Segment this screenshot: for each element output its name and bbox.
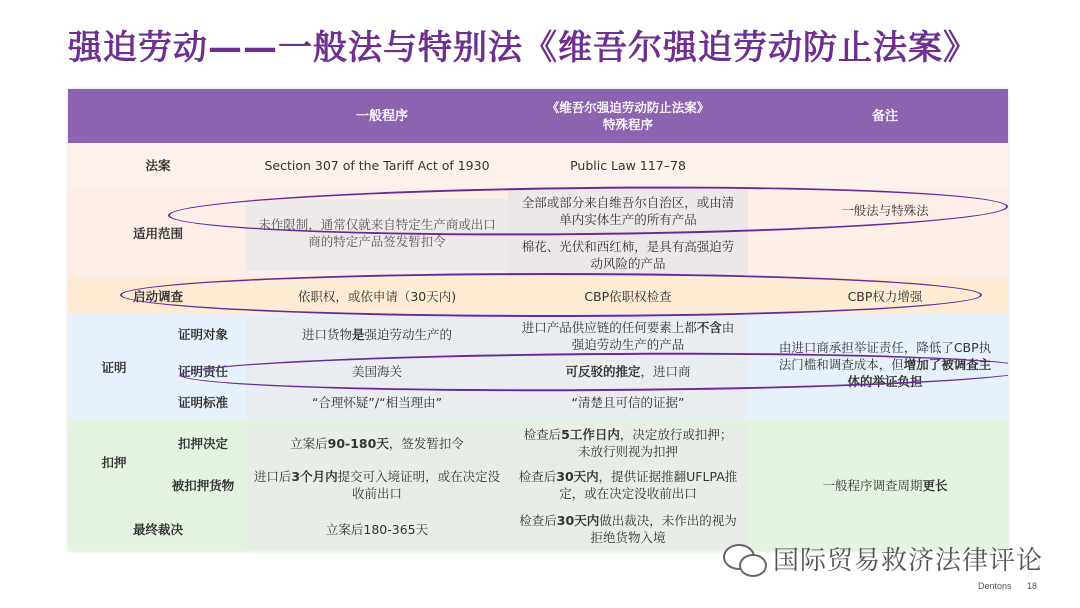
brand-name: 国际贸易救济法律评论 (773, 546, 1044, 576)
detention-decision-special-post: ，决定放行或扣押；未放行则视为扣押 (577, 427, 733, 459)
detention-decision-special-pre: 检查后 (523, 427, 562, 442)
detention-decision-general-post: ，签发暂扣令 (388, 435, 464, 451)
act-special: Public Law 117–78 (570, 158, 686, 173)
scope-general: 未作限制，通常仅就来自特定生产商或出口商的特定产品签发暂扣令 (258, 217, 496, 249)
final-general: 立案后180-365天 (325, 521, 429, 537)
proof-object-general-post: 强迫劳动生产的 (364, 326, 453, 342)
investigation-notes: CBP权力增强 (847, 288, 923, 304)
group-label-detention: 扣押 (101, 454, 127, 470)
final-special-pre: 检查后 (519, 513, 557, 528)
detention-notes-pre: 一般程序调查周期 (822, 477, 923, 493)
proof-notes-bold: 增加了被调查主体的举证负担 (847, 356, 992, 389)
proof-object-special-pre: 进口产品供应链的任何要素上都 (521, 320, 697, 335)
proof-burden-special (508, 355, 748, 387)
proof-burden-special-bold: 可反驳的推定 (565, 363, 641, 379)
row-label-act: 法案 (145, 158, 171, 173)
detention-decision-general (246, 423, 508, 463)
scope-special-2: 棉花、光伏和西红柿，是具有高强迫劳动风险的产品 (521, 239, 735, 271)
wechat-brand (723, 540, 1043, 577)
row-label-final: 最终裁决 (132, 521, 183, 537)
wechat-icon (723, 542, 767, 576)
proof-standard-general: “合理怀疑”/“相当理由” (311, 394, 443, 410)
detention-goods-special-bold: 30天内 (556, 469, 599, 484)
proof-object-special-post: 由强迫劳动生产的产品 (571, 320, 735, 352)
firm-name: Dentons (978, 581, 1012, 591)
investigation-special: CBP依职权检查 (584, 288, 672, 304)
comparison-table (68, 89, 1008, 551)
act-general: Section 307 of the Tariff Act of 1930 (264, 158, 490, 173)
proof-object-special-bold: 不含 (696, 320, 722, 335)
proof-object-general-pre: 进口货物 (301, 326, 352, 342)
header-special-line1: 《维吾尔强迫劳动防止法案》 (546, 100, 710, 115)
header-special-line2: 特殊程序 (602, 117, 653, 132)
final-special-post: 做出裁决，未作出的视为拒绝货物入境 (590, 513, 737, 545)
scope-notes: 一般法与特殊法 (841, 202, 929, 218)
investigation-general: 依职权，或依申请（30天内) (297, 288, 457, 304)
proof-object-special (512, 317, 744, 355)
detention-notes-bold: 更长 (922, 477, 948, 493)
proof-object-general-bold: 是 (351, 326, 365, 342)
header-notes: 备注 (768, 89, 1002, 143)
row-label-proof-object: 证明对象 (177, 326, 228, 342)
row-label-detention-goods: 被扣押货物 (171, 477, 235, 493)
row-label-proof-standard: 证明标准 (177, 394, 228, 410)
proof-object-general (246, 317, 508, 351)
detention-decision-special (512, 423, 744, 463)
row-label-proof-burden: 证明责任 (177, 363, 228, 379)
proof-standard-special: “清楚且可信的证据” (571, 394, 685, 410)
group-label-proof: 证明 (101, 359, 127, 375)
detention-goods-general-post: 提交可入境证明，或在决定没收前出口 (337, 469, 501, 501)
detention-decision-general-bold: 90-180天 (327, 435, 389, 451)
page-title: 强迫劳动——一般法与特别法《维吾尔强迫劳动防止法案》 (68, 28, 978, 68)
detention-goods-general-bold: 3个月内 (291, 469, 338, 484)
detention-decision-general-pre: 立案后 (290, 435, 328, 451)
page-number: 18 (1027, 581, 1038, 591)
proof-notes-pre: 由进口商承担举证责任，降低了CBP执法门槛和调查成本，但 (778, 339, 992, 372)
row-label-investigation: 启动调查 (132, 288, 183, 304)
final-special (512, 509, 744, 549)
row-label-detention-decision: 扣押决定 (177, 435, 228, 451)
detention-goods-general (246, 463, 508, 507)
header-general: 一般程序 (246, 89, 518, 143)
detention-notes (768, 463, 1002, 507)
detention-goods-special-post: ，提供证据推翻UFLPA推定，或在决定没收前出口 (559, 469, 738, 501)
proof-burden-general: 美国海关 (351, 363, 402, 379)
detention-decision-special-bold: 5工作日内 (561, 427, 620, 442)
header-special (508, 89, 748, 143)
detention-goods-general-pre: 进口后 (253, 469, 292, 484)
detention-goods-special-pre: 检查后 (518, 469, 557, 484)
scope-special-1: 全部或部分来自维吾尔自治区，或由清单内实体生产的所有产品 (521, 195, 735, 227)
proof-burden-special-post: ，进口商 (640, 363, 691, 379)
final-special-bold: 30天内 (556, 513, 600, 528)
detention-goods-special (512, 463, 744, 507)
row-label-scope: 适用范围 (132, 225, 183, 241)
proof-notes (768, 329, 1002, 399)
